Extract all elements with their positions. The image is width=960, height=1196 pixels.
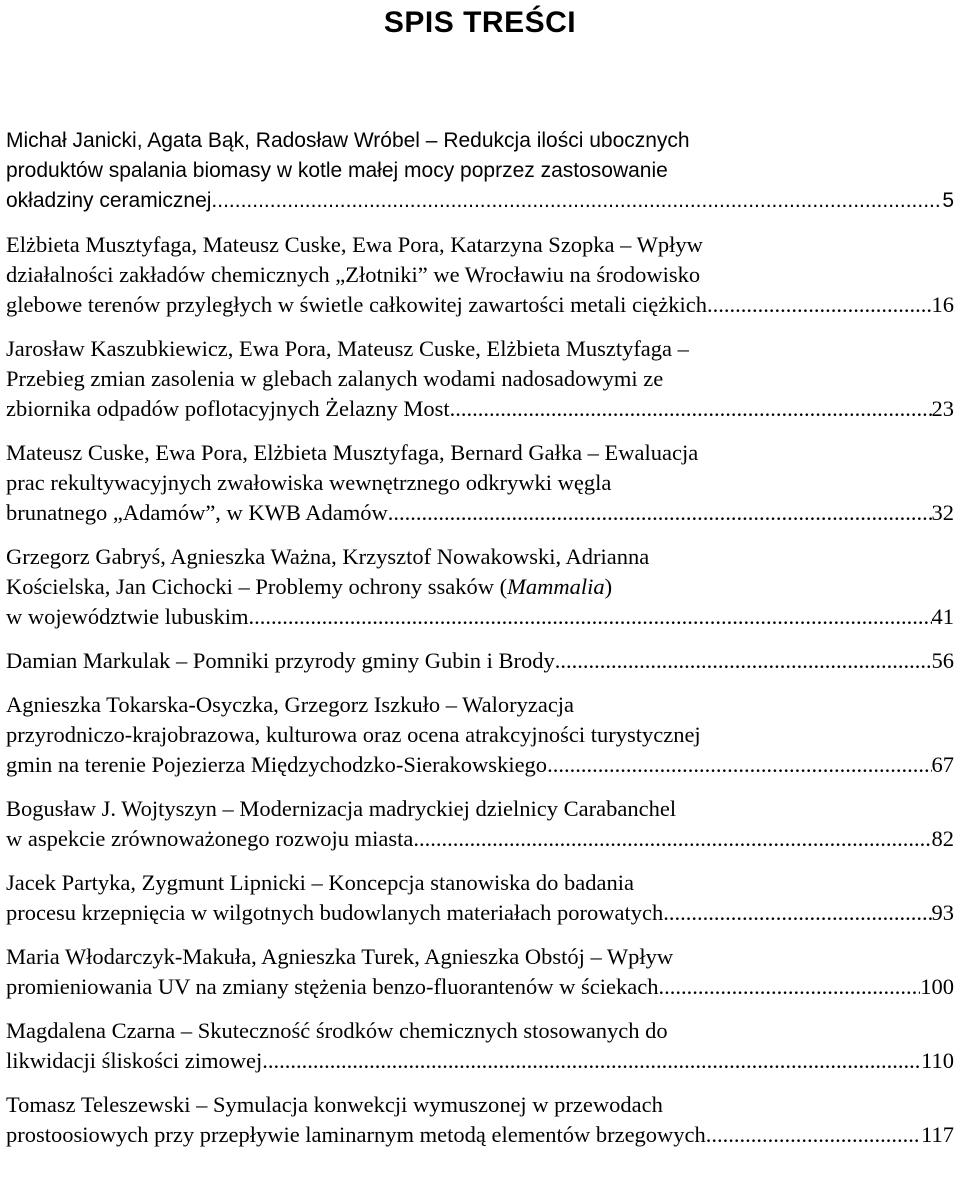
toc-entry-text-line: produktów spalania biomasy w kotle małej mocy poprzez zastosowanie	[6, 159, 668, 182]
dot-leader	[211, 186, 942, 216]
toc-entry-last-line	[6, 290, 954, 320]
toc-entry-text-line: przyrodniczo-krajobrazowa, kulturowa oraz ocena atrakcyjności turystycznej	[6, 722, 701, 747]
page-number: 56	[931, 648, 954, 673]
toc-entry[interactable]	[6, 438, 954, 528]
toc-entry-text-line: brunatnego „Adamów”, w KWB Adamów	[6, 500, 388, 525]
toc-entry-text-line: Jacek Partyka, Zygmunt Lipnicki – Koncepcja stanowiska do badania	[6, 870, 634, 895]
toc-entry-text-line: działalności zakładów chemicznych „Złotniki” we Wrocławiu na środowisko	[6, 262, 701, 287]
toc-entry[interactable]	[6, 1016, 954, 1076]
toc-entry-text-line: promieniowania UV na zmiany stężenia benzo-fluorantenów w ściekach	[6, 974, 659, 999]
toc-entry-last-line	[6, 1046, 954, 1076]
page-number: 117	[921, 1122, 954, 1147]
toc-entry-text-line: Grzegorz Gabryś, Agnieszka Ważna, Krzysztof Nowakowski, Adrianna	[6, 544, 650, 569]
toc-entry-last-line	[6, 824, 954, 854]
toc-entry-text-line: w województwie lubuskim	[6, 604, 249, 629]
page-number: 100	[920, 974, 954, 999]
page-number: 23	[931, 396, 954, 421]
toc-entry[interactable]	[6, 794, 954, 854]
toc-entry-text-line: Maria Włodarczyk-Makuła, Agnieszka Turek, Agnieszka Obstój – Wpływ	[6, 944, 674, 969]
toc-entry-text-line: Damian Markulak – Pomniki przyrody gminy Gubin i Brody	[6, 648, 555, 673]
page-number: 67	[931, 752, 954, 777]
toc-entry-last-line	[6, 498, 954, 528]
toc-entry[interactable]	[6, 1090, 954, 1150]
toc-entry-last-line	[6, 898, 954, 928]
toc-entry-text-line: prac rekultywacyjnych zwałowiska wewnętrznego odkrywki węgla	[6, 470, 612, 495]
toc-entry-last-line	[6, 750, 954, 780]
page-title: SPIS TREŚCI	[383, 6, 577, 39]
dot-leader	[658, 972, 920, 1002]
toc-entry-text-line: Elżbieta Musztyfaga, Mateusz Cuske, Ewa Pora, Katarzyna Szopka – Wpływ	[6, 232, 703, 257]
toc-entry-text-line: Tomasz Teleszewski – Symulacja konwekcji wymuszonej w przewodach	[6, 1092, 663, 1117]
toc-entry-text-line: w aspekcie zrównoważonego rozwoju miasta	[6, 826, 414, 851]
toc-entry-text-line: glebowe terenów przyległych w świetle całkowitej zawartości metali ciężkich	[6, 292, 707, 317]
toc-entry-text-line: Przebieg zmian zasolenia w glebach zalanych wodami nadosadowymi ze	[6, 366, 664, 391]
toc-entry-text-line: zbiornika odpadów poflotacyjnych Żelazny Most	[6, 396, 450, 421]
toc-entry-text-line: Jarosław Kaszubkiewicz, Ewa Pora, Mateusz Cuske, Elżbieta Musztyfaga –	[6, 336, 689, 361]
toc-entry-last-line	[6, 646, 954, 676]
toc-entry-text-line: prostoosiowych przy przepływie laminarnym metodą elementów brzegowych	[6, 1122, 706, 1147]
toc-entry-text-line: Magdalena Czarna – Skuteczność środków chemicznych stosowanych do	[6, 1018, 668, 1043]
dot-leader	[262, 1046, 921, 1076]
toc-entry-text-line: Mateusz Cuske, Ewa Pora, Elżbieta Musztyfaga, Bernard Gałka – Ewaluacja	[6, 440, 699, 465]
dot-leader	[547, 750, 931, 780]
toc-entry[interactable]	[6, 230, 954, 320]
toc-entry-last-line	[6, 186, 954, 216]
page-number: 32	[931, 500, 954, 525]
toc-entry-last-line	[6, 1120, 954, 1150]
toc-entry[interactable]	[6, 126, 954, 216]
dot-leader	[555, 646, 932, 676]
toc-entry-text-line: Bogusław J. Wojtyszyn – Modernizacja madryckiej dzielnicy Carabanchel	[6, 796, 677, 821]
page-number: 93	[931, 900, 954, 925]
toc-entry[interactable]	[6, 334, 954, 424]
dot-leader	[413, 824, 931, 854]
dot-leader	[663, 898, 931, 928]
toc-entry-text-line: Michał Janicki, Agata Bąk, Radosław Wróbel – Redukcja ilości ubocznych	[6, 129, 690, 152]
toc-entry-text-line: likwidacji śliskości zimowej	[6, 1048, 263, 1073]
toc-entry-text-line: gmin na terenie Pojezierza Międzychodzko-Sierakowskiego	[6, 752, 548, 777]
dot-leader	[388, 498, 932, 528]
dot-leader	[706, 1120, 921, 1150]
page-number: 110	[921, 1048, 954, 1073]
toc-entry[interactable]	[6, 690, 954, 780]
toc-entry[interactable]	[6, 646, 954, 676]
toc-entry-last-line	[6, 394, 954, 424]
toc-entry-text-line: okładziny ceramicznej	[6, 189, 212, 212]
toc-entry[interactable]	[6, 942, 954, 1002]
page-number: 5	[942, 189, 954, 212]
dot-leader	[450, 394, 932, 424]
page-number: 82	[931, 826, 954, 851]
toc-entry-text-line: procesu krzepnięcia w wilgotnych budowlanych materiałach porowatych	[6, 900, 664, 925]
toc-entry-text-line: Kościelska, Jan Cichocki – Problemy ochrony ssaków (Mammalia)	[6, 574, 613, 599]
toc-entry[interactable]	[6, 542, 954, 632]
toc-entry[interactable]	[6, 868, 954, 928]
toc-entry-text-line: Agnieszka Tokarska-Osyczka, Grzegorz Iszkuło – Waloryzacja	[6, 692, 575, 717]
toc-entry-last-line	[6, 602, 954, 632]
dot-leader	[248, 602, 931, 632]
page-number: 16	[931, 292, 954, 317]
dot-leader	[707, 290, 932, 320]
toc-entry-last-line	[6, 972, 954, 1002]
table-of-contents	[6, 126, 954, 1150]
page-number: 41	[931, 604, 954, 629]
